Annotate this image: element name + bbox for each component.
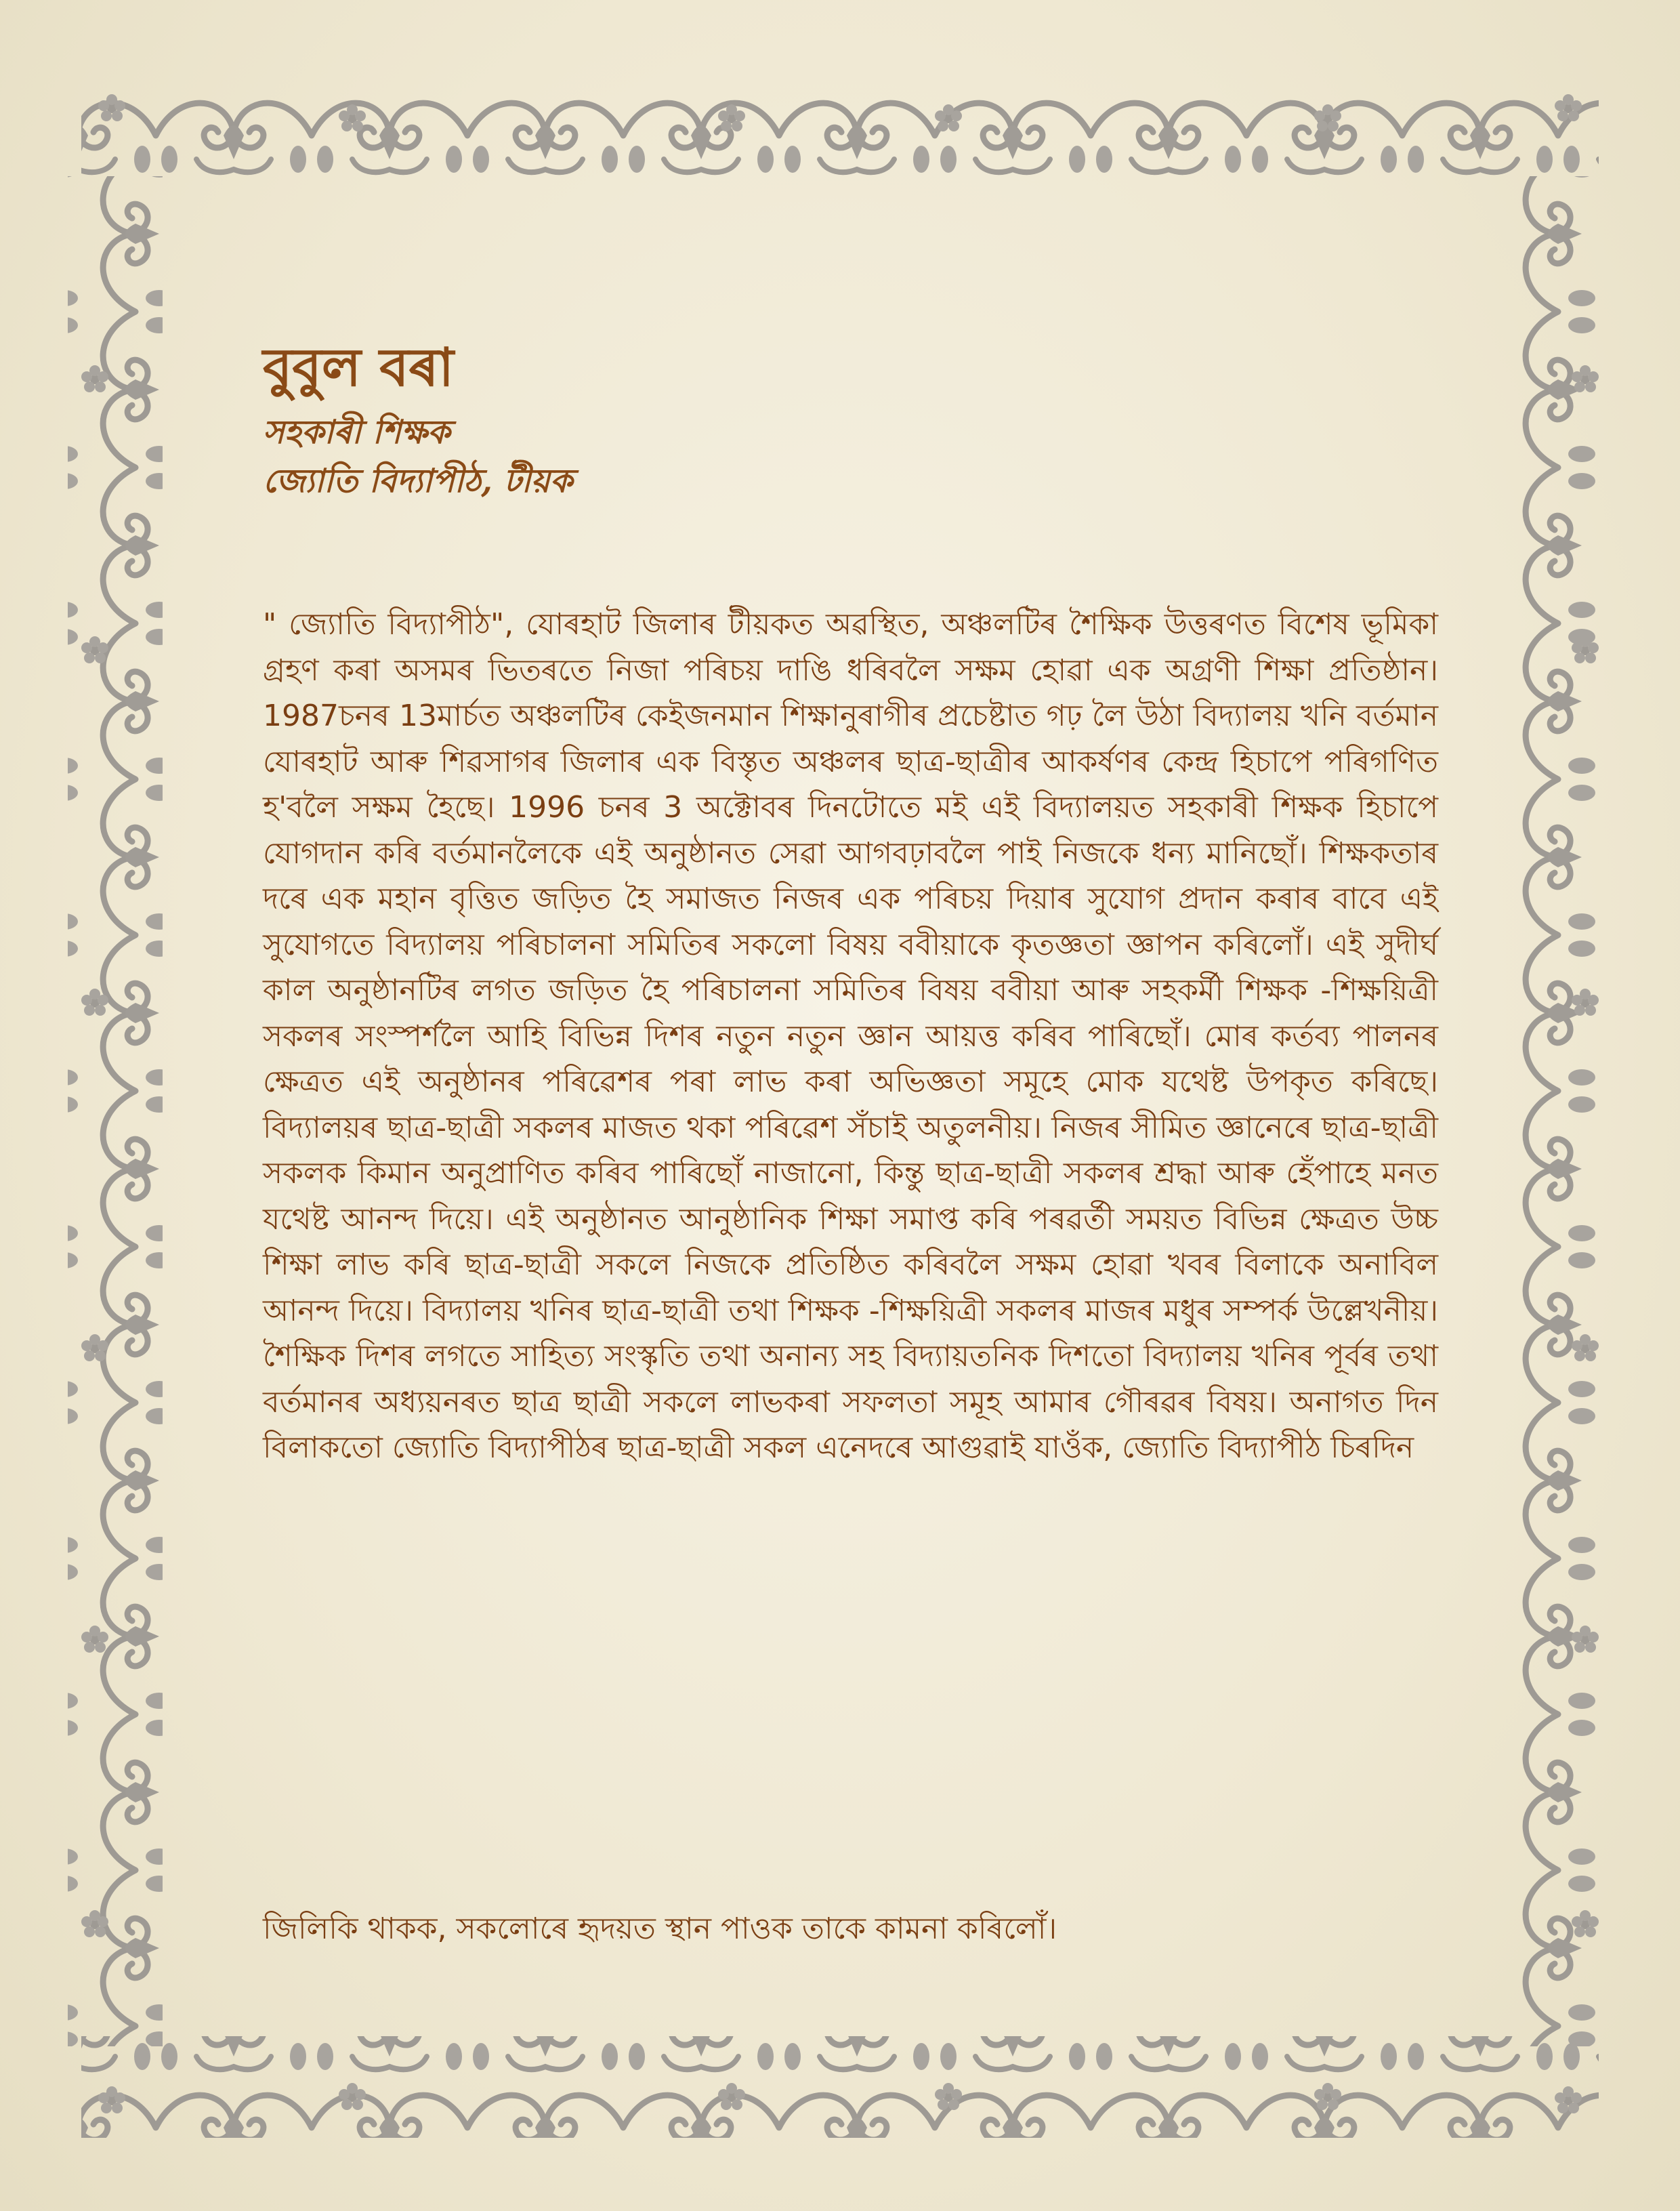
author-school: জ্যোতি বিদ্যাপীঠ, টীয়ক — [263, 461, 573, 500]
body-paragraph: " জ্যোতি বিদ্যাপীঠ", যোৰহাট জিলাৰ টীয়কত অৱস্থিত, অঞ্চলটিৰ শৈক্ষিক উত্তৰণত বিশেষ ভূমিকা গ্ৰহণ কৰা অসমৰ ভিতৰতে নিজা পৰিচয় দাঙি ধৰিবলৈ সক্ষম হোৱা এক অগ্ৰণী শিক্ষা প্ৰতিষ্ঠান। 1987চনৰ 13মাৰ্চত অঞ্চলটিৰ কেইজনমান শিক্ষানুৰাগীৰ প্ৰচেষ্টাত গঢ় লৈ উঠা বিদ্যালয় খনি বৰ্তমান যোৰহাট আৰু শিৱসাগৰ জিলাৰ এক বিস্তৃত অঞ্চলৰ ছাত্ৰ-ছাত্ৰীৰ আকৰ্ষণৰ কেন্দ্ৰ হিচাপে পৰিগণিত হ'বলৈ সক্ষম হৈছে। 1996 চনৰ 3 অক্টোবৰ দিনটোতে মই এই বিদ্যালয়ত সহকাৰী শিক্ষক হিচাপে যোগদান কৰি বৰ্তমানলৈকে এই অনুষ্ঠানত সেৱা আগবঢ়াবলৈ পাই নিজকে ধন্য মানিছোঁ। শিক্ষকতাৰ দৰে এক মহান বৃত্তিত জড়িত হৈ সমাজত নিজৰ এক পৰিচয় দিয়াৰ সুযোগ প্ৰদান কৰাৰ বাবে এই সুযোগতে বিদ্যালয় পৰিচালনা সমিতিৰ সকলো বিষয় ববীয়াকে কৃতজ্ঞতা জ্ঞাপন কৰিলোঁ। এই সুদীৰ্ঘ কাল অনুষ্ঠানটিৰ লগত জড়িত হৈ পৰিচালনা সমিতিৰ বিষয় ববীয়া আৰু সহকৰ্মী শিক্ষক -শিক্ষয়িত্ৰী সকলৰ সংস্পৰ্শলৈ আহি বিভিন্ন দিশৰ নতুন নতুন জ্ঞান আয়ত্ত কৰিব পাৰিছোঁ। মোৰ কৰ্তব্য পালনৰ ক্ষেত্ৰত এই অনুষ্ঠানৰ পৰিৱেশৰ পৰা লাভ কৰা অভিজ্ঞতা সমূহে মোক যথেষ্ট উপকৃত কৰিছে। বিদ্যালয়ৰ ছাত্ৰ-ছাত্ৰী সকলৰ মাজত থকা পৰিৱেশ সঁচাই অতুলনীয়। নিজৰ সীমিত জ্ঞানেৰে ছাত্ৰ-ছাত্ৰী সকলক কিমান অনুপ্ৰাণিত কৰিব পাৰিছোঁ নাজানো, কিন্তু ছাত্ৰ-ছাত্ৰী সকলৰ শ্ৰদ্ধা আৰু হেঁপাহে মনত যথেষ্ট আনন্দ দিয়ে। এই অনুষ্ঠানত আনুষ্ঠানিক শিক্ষা সমাপ্ত কৰি পৰৱৰ্তী সময়ত বিভিন্ন ক্ষেত্ৰত উচ্চ শিক্ষা লাভ কৰি ছাত্ৰ-ছাত্ৰী সকলে নিজকে প্ৰতিষ্ঠিত কৰিবলৈ সক্ষম হোৱা খবৰ বিলাকে অনাবিল আনন্দ দিয়ে। বিদ্যালয় খনিৰ ছাত্ৰ-ছাত্ৰী তথা শিক্ষক -শিক্ষয়িত্ৰী সকলৰ মাজৰ মধুৰ সম্পৰ্ক উল্লেখনীয়। শৈক্ষিক দিশৰ লগতে সাহিত্য সংস্কৃতি তথা অনান্য সহ বিদ্যায়তনিক দিশতো বিদ্যালয় খনিৰ পূৰ্বৰ তথা বৰ্তমানৰ অধ্যয়নৰত ছাত্ৰ ছাত্ৰী সকলে লাভকৰা সফলতা সমূহ আমাৰ গৌৰৱৰ বিষয়। অনাগত দিন বিলাকতো জ্যোতি বিদ্যাপীঠৰ ছাত্ৰ-ছাত্ৰী সকল এনেদৰে আগুৱাই যাওঁক, জ্যোতি বিদ্যাপীঠ চিৰদিন — [263, 607, 1438, 1465]
author-name: বুবুল বৰা — [263, 337, 455, 398]
author-role: সহকাৰী শিক্ষক — [263, 413, 450, 451]
closing-line: জিলিকি থাকক, সকলোৰে হৃদয়ত স্থান পাওক তাকে কামনা কৰিলোঁ। — [263, 1912, 1057, 1946]
border-left — [68, 176, 163, 2046]
border-bottom — [81, 2036, 1599, 2138]
author-header — [263, 337, 1414, 505]
border-top — [81, 81, 1599, 183]
border-right — [1517, 176, 1612, 2046]
